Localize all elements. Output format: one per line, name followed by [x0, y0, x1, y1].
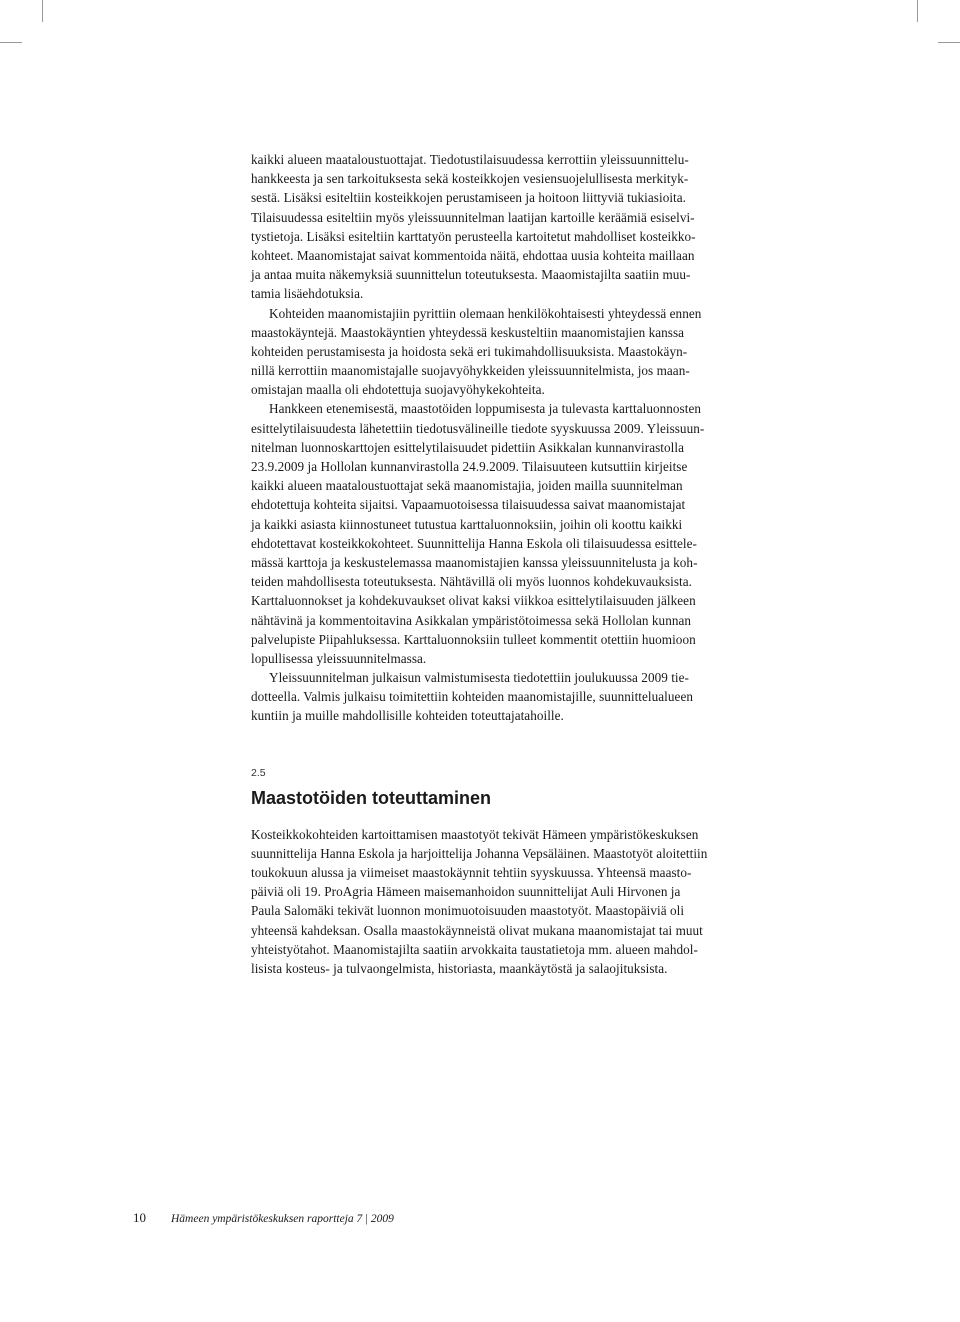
- text-line: tystietoja. Lisäksi esiteltiin karttatyön perusteella kartoitetut mahdolliset kosteikko-: [251, 228, 696, 244]
- crop-mark-top-left-horizontal: [0, 42, 22, 43]
- publication-title: Hämeen ympäristökeskuksen raportteja 7: [171, 1213, 363, 1225]
- page-body: [251, 150, 793, 978]
- text-line: suunnittelija Hanna Eskola ja harjoittelija Johanna Vepsäläinen. Maastotyöt aloitettiin: [251, 845, 708, 861]
- text-line: kaikki alueen maataloustuottajat sekä maanomistajia, joiden mailla suunnitelman: [251, 478, 683, 494]
- text-line: nähtävinä ja kommentoitavina Asikkalan ympäristötoimessa sekä Hollolan kunnan: [251, 612, 692, 628]
- text-line: ja kaikki asiasta kiinnostuneet tutustua karttaluonnoksiin, joihin oli koottu kaikki: [251, 516, 683, 532]
- text-line: sestä. Lisäksi esiteltiin kosteikkojen perustamiseen ja hoitoon liittyviä tukiasioita.: [251, 190, 687, 206]
- section-spacer: [251, 726, 793, 766]
- text-line: omistajan maalla oli ehdotettuja suojavyöhykekohteita.: [251, 382, 545, 398]
- text-line: nitelman luonnoskarttojen esittelytilaisuudet pidettiin Asikkalan kunnanvirastolla: [251, 439, 684, 455]
- text-line: lisista kosteus- ja tulvaongelmista, historiasta, maankäytöstä ja salaojituksista.: [251, 960, 668, 976]
- section-body-text: [251, 825, 793, 979]
- text-line: palvelupiste Piipahluksessa. Karttaluonnoksiin tulleet kommentit otettiin huomioon: [251, 631, 696, 647]
- crop-mark-top-right-vertical: [917, 0, 918, 22]
- text-line: nillä kerrottiin maanomistajalle suojavyöhykkeiden yleissuunnitelmista, jos maan-: [251, 363, 690, 379]
- text-line: maastokäyntejä. Maastokäyntien yhteydessä keskusteltiin maanomistajien kanssa: [251, 324, 685, 340]
- text-line: toukokuun alussa ja viimeiset maastokäynnit tehtiin syyskuussa. Yhteensä maasto-: [251, 865, 692, 880]
- page-number: 10: [133, 1210, 146, 1225]
- text-line: 23.9.2009 ja Hollolan kunnanvirastolla 24.9.2009. Tilaisuuteen kutsuttiin kirjeitse: [251, 459, 688, 474]
- text-line: yhteensä kahdeksan. Osalla maastokäynneistä olivat mukana maanomistajat tai muut: [251, 922, 703, 938]
- text-line: Kohteiden maanomistajiin pyrittiin olemaan henkilökohtaisesti yhteydessä ennen: [269, 305, 702, 321]
- text-line: kohteiden perustamisesta ja hoidosta sekä eri tukimahdollisuuksista. Maastokäyn-: [251, 343, 688, 359]
- crop-mark-top-left-vertical: [42, 0, 43, 22]
- footer-separator: |: [365, 1213, 368, 1225]
- text-line: Kosteikkokohteiden kartoittamisen maastotyöt tekivät Hämeen ympäristökeskuksen: [251, 826, 699, 842]
- text-line: ehdotettavat kosteikkokohteet. Suunnittelija Hanna Eskola oli tilaisuudessa esittele-: [251, 535, 697, 551]
- text-line: Karttaluonnokset ja kohdekuvaukset olivat kaksi viikkoa esittelytilaisuuden jälkeen: [251, 593, 696, 609]
- text-line: tamia lisäehdotuksia.: [251, 286, 364, 302]
- crop-mark-top-right-horizontal: [938, 42, 960, 43]
- text-line: mässä karttoja ja keskustelemassa maanomistajien kanssa yleissuunnitelusta ja koh-: [251, 554, 698, 570]
- text-line: ja antaa muita näkemyksiä suunnittelun toteutuksesta. Maaomistajilta saatiin muu-: [251, 267, 691, 283]
- text-line: hankkeesta ja sen tarkoituksesta sekä kosteikkojen vesiensuojelullisesta merkityk-: [251, 171, 689, 187]
- publication-year: 2009: [370, 1213, 394, 1225]
- text-line: teiden mahdollisesta toteutuksesta. Nähtävillä oli myös luonnos kohdekuvauksista.: [251, 574, 693, 590]
- text-line: päiviä oli 19. ProAgria Hämeen maisemanhoidon suunnittelijat Auli Hirvonen ja: [251, 884, 681, 900]
- text-line: esittelytilaisuudesta lähetettiin tiedotusvälineille tiedote syyskuussa 2009. Yleissuun-: [251, 420, 705, 436]
- text-line: ehdotettuja kohteita sijaitsi. Vapaamuotoisessa tilaisuudessa saivat maanomistajat: [251, 497, 686, 513]
- text-line: lopullisessa yleissuunnitelmassa.: [251, 650, 427, 666]
- section-heading: Maastotöiden toteuttaminen: [251, 787, 492, 808]
- page-footer: [133, 1208, 394, 1228]
- text-line: Hankkeen etenemisestä, maastotöiden loppumisesta ja tulevasta karttaluonnosten: [269, 401, 702, 417]
- text-line: dotteella. Valmis julkaisu toimitettiin kohteiden maanomistajille, suunnittelualueen: [251, 689, 693, 705]
- text-line: kohteet. Maanomistajat saivat kommentoida näitä, ehdottaa uusia kohteita maillaan: [251, 247, 695, 263]
- body-text: [251, 150, 793, 726]
- text-line: yhteistyötahot. Maanomistajilta saatiin arvokkaita taustatietoja mm. alueen mahdol-: [251, 941, 698, 957]
- section-number: 2.5: [251, 766, 266, 779]
- text-line: Tilaisuudessa esiteltiin myös yleissuunnitelman laatijan kartoille keräämiä esiselvi-: [251, 209, 695, 225]
- text-line: Yleissuunnitelman julkaisun valmistumisesta tiedotettiin joulukuussa 2009 tie-: [269, 670, 689, 686]
- text-line: kuntiin ja muille mahdollisille kohteiden toteuttajatahoille.: [251, 708, 564, 724]
- text-line: kaikki alueen maataloustuottajat. Tiedotustilaisuudessa kerrottiin yleissuunnittelu-: [251, 152, 689, 167]
- text-line: Paula Salomäki tekivät luonnon monimuotoisuuden maastotyöt. Maastopäiviä oli: [251, 903, 685, 919]
